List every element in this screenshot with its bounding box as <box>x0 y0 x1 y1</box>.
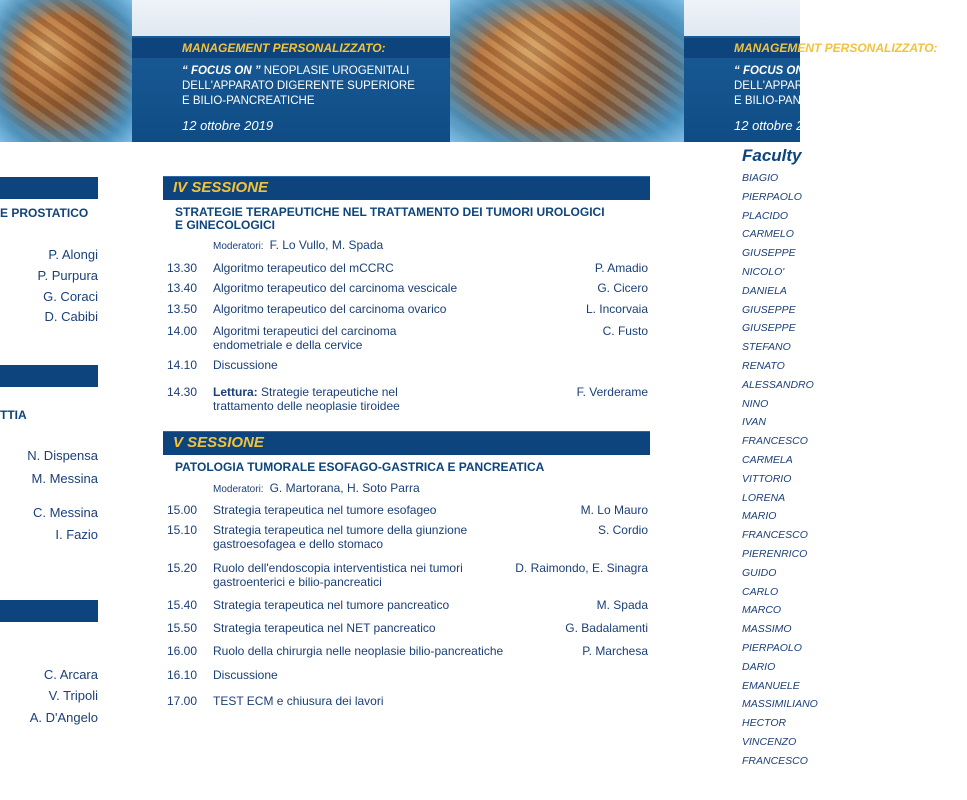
speaker-name: M. Messina <box>31 471 98 486</box>
session-bar <box>0 600 98 622</box>
event-date: 12 ottobre 2019 <box>734 118 826 133</box>
faculty-name: NINO <box>742 397 769 410</box>
event-date: 12 ottobre 2019 <box>182 118 274 133</box>
faculty-title: Faculty <box>742 146 802 165</box>
moderators: Moderatori: G. Martorana, H. Soto Parra <box>213 481 420 495</box>
faculty-name: MASSIMO <box>742 623 792 636</box>
speaker-name: C. Messina <box>32 505 98 520</box>
faculty-name: DANIELA <box>742 284 787 297</box>
session-title: E PROSTATICO <box>0 206 89 220</box>
session-label: IV SESSIONE <box>173 179 269 196</box>
session-title: STRATEGIE TERAPEUTICHE NEL TRATTAMENTO DEI TUMORI UROLOGICI E GINECOLOGICI <box>175 205 605 232</box>
faculty-name: FRANCESCO <box>742 435 808 448</box>
faculty-name: MASSIMILIANO <box>742 698 818 711</box>
faculty-name: GIUSEPPE <box>742 322 796 335</box>
faculty-name: HECTOR <box>742 717 787 730</box>
faculty-list <box>742 169 818 771</box>
faculty-name: CARMELO <box>742 228 794 241</box>
speaker-name: P. Purpura <box>37 268 98 283</box>
faculty-name: FRANCESCO <box>742 529 808 542</box>
session-iv-header <box>163 176 650 200</box>
faculty-name: VINCENZO <box>742 735 797 748</box>
speaker-name: D. Cabibi <box>44 309 98 324</box>
session-bar <box>0 365 98 387</box>
session-title: PATOLOGIA TUMORALE ESOFAGO-GASTRICA E PANCREATICA <box>175 460 545 474</box>
faculty-name: PIERPAOLO <box>742 641 802 654</box>
faculty-name: NICOLO' <box>742 265 785 278</box>
focus-title: “ FOCUS ON ” NEOPLASIE UROGENITALI DELL'APPARATO DIGERENTE SUPERIORE E BILIO-PANCREATICHE <box>734 65 967 107</box>
title-band <box>132 0 450 142</box>
page-header <box>0 0 967 142</box>
faculty-name: MARIO <box>742 510 777 523</box>
faculty-name: GUIDO <box>742 566 777 579</box>
faculty-name: ALESSANDRO <box>742 378 814 391</box>
faculty-name: FRANCESCO <box>742 754 808 767</box>
session-v-header <box>163 431 650 455</box>
speaker-name: A. D'Angelo <box>29 710 98 725</box>
faculty-name: RENATO <box>742 359 785 372</box>
faculty-name: GIUSEPPE <box>742 247 796 260</box>
faculty-name: BIAGIO <box>742 172 779 184</box>
speaker-name: I. Fazio <box>55 527 98 542</box>
session-title: TTIA <box>0 408 27 422</box>
faculty-name: MARCO <box>742 604 782 617</box>
faculty-name: STEFANO <box>742 341 791 354</box>
title-band-repeat <box>684 0 967 142</box>
speaker-name: P. Alongi <box>48 247 98 262</box>
management-label: MANAGEMENT PERSONALIZZATO: <box>734 41 938 55</box>
speaker-name: C. Arcara <box>43 667 98 682</box>
faculty-name: DARIO <box>742 660 776 673</box>
speaker-name: G. Coraci <box>43 289 98 304</box>
speaker-name: V. Tripoli <box>48 688 98 703</box>
faculty-name: LORENA <box>742 491 786 504</box>
management-label: MANAGEMENT PERSONALIZZATO: <box>182 41 386 55</box>
city-photo <box>450 0 684 142</box>
faculty-name: EMANUELE <box>742 679 800 692</box>
faculty-name: GIUSEPPE <box>742 303 796 316</box>
city-photo <box>0 0 132 142</box>
session-label: V SESSIONE <box>173 434 264 451</box>
faculty-name: IVAN <box>742 416 766 429</box>
faculty-name: CARLO <box>742 585 779 598</box>
faculty-name: PIERENRICO <box>742 547 808 560</box>
focus-title: “ FOCUS ON ” NEOPLASIE UROGENITALI DELL'APPARATO DIGERENTE SUPERIORE E BILIO-PANCREATICHE <box>182 65 415 107</box>
speaker-name: N. Dispensa <box>27 448 98 463</box>
moderators: Moderatori: F. Lo Vullo, M. Spada <box>213 238 384 252</box>
faculty-name: PIERPAOLO <box>742 190 802 203</box>
session-bar <box>0 177 98 199</box>
faculty-name: VITTORIO <box>742 472 792 485</box>
faculty-name: PLACIDO <box>742 209 789 222</box>
faculty-name: CARMELA <box>742 453 793 466</box>
